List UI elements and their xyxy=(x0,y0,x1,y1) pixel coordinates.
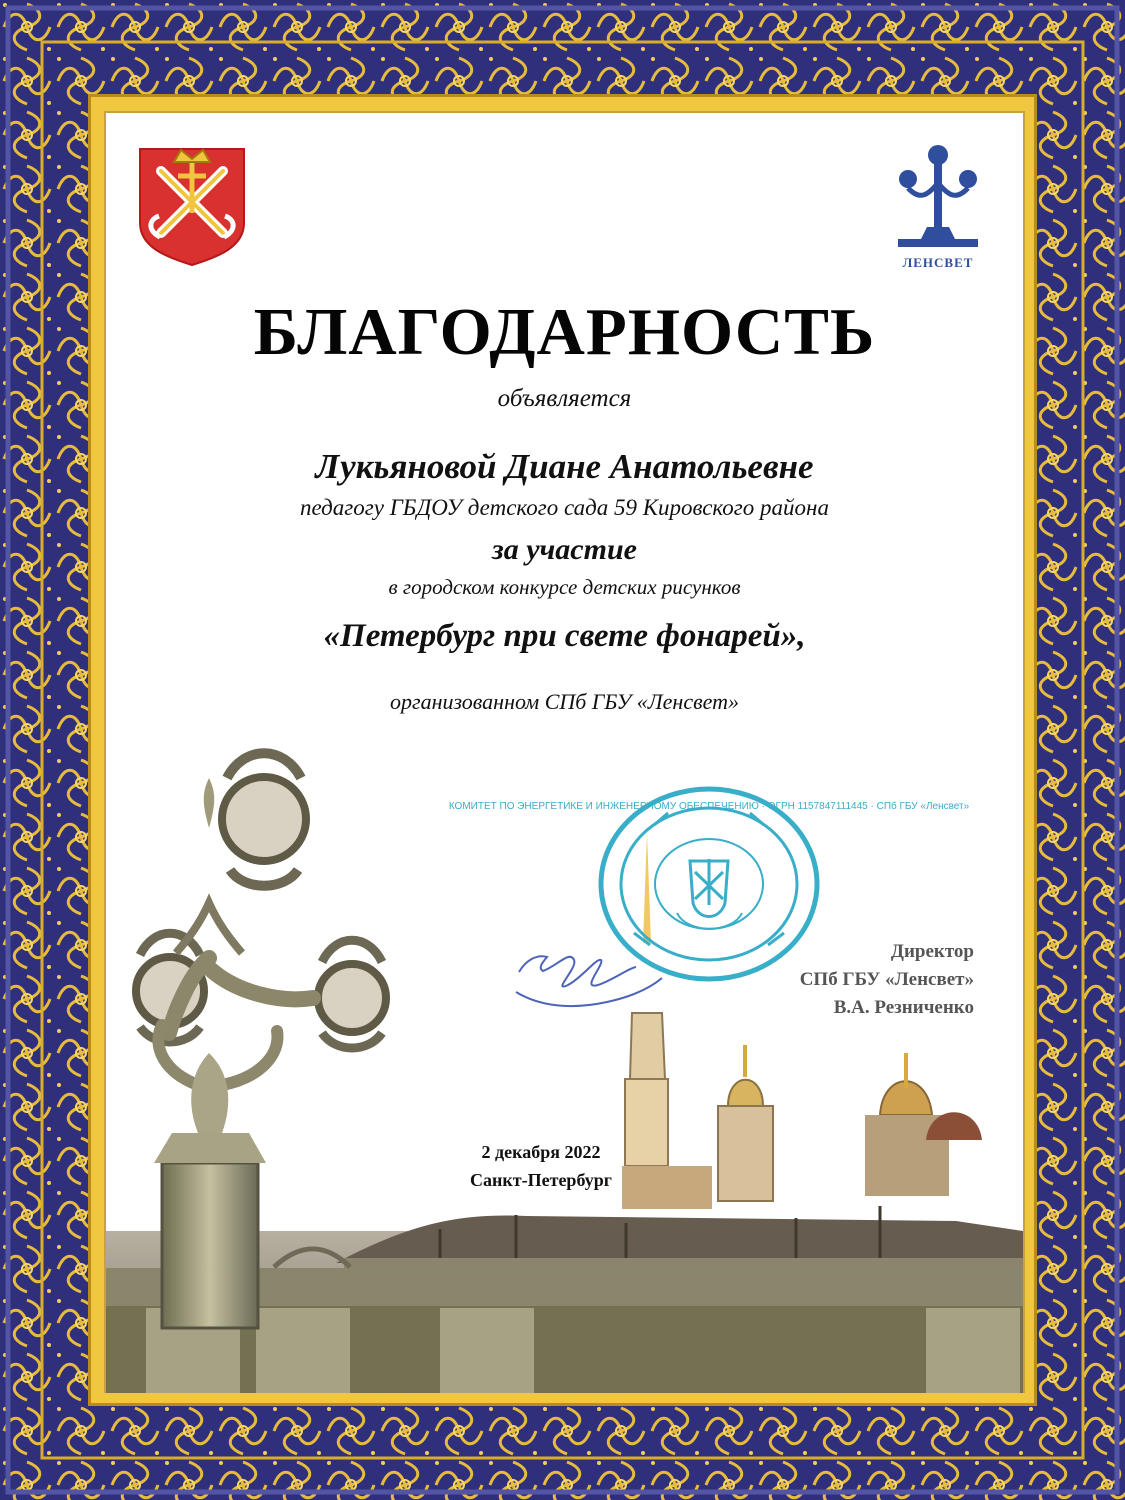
logo-text: ЛЕНСВЕТ xyxy=(902,255,974,270)
signature-icon xyxy=(512,940,666,1014)
contest-name: «Петербург при свете фонарей», xyxy=(323,618,806,654)
certificate-content xyxy=(104,111,1025,1393)
contest-description: в городском конкурсе детских рисунков xyxy=(388,575,741,599)
seal-text-top: КОМИТЕТ ПО ЭНЕРГЕТИКЕ И ИНЖЕНЕРНОМУ ОБЕСПЕЧЕНИЮ · ОГРН 1157847111445 · СПб ГБУ «Ленсвет» xyxy=(448,801,970,812)
organizer-line: организованном СПб ГБУ «Ленсвет» xyxy=(389,689,739,714)
signatory-block xyxy=(734,938,974,1022)
city-scene-illustration xyxy=(106,743,1023,1393)
certificate-place: Санкт-Петербург xyxy=(470,1170,612,1190)
signatory-role: Директор xyxy=(890,941,974,962)
signatory-organization: СПб ГБУ «Ленсвет» xyxy=(799,969,974,990)
street-lamp-icon xyxy=(892,141,984,249)
certificate-title: БЛАГОДАРНОСТЬ xyxy=(253,295,876,369)
recipient-name: Лукьяновой Диане Анатольевне xyxy=(315,447,814,486)
recipient-position: педагогу ГБДОУ детского сада 59 Кировского района xyxy=(300,495,829,520)
announcement-line: объявляется xyxy=(497,385,632,412)
signatory-name: В.А. Резниченко xyxy=(833,997,974,1018)
lensvet-logo xyxy=(892,141,984,271)
certificate-date: 2 декабря 2022 xyxy=(481,1142,601,1162)
date-place-block xyxy=(426,1138,656,1194)
award-reason: за участие xyxy=(492,533,637,566)
coat-of-arms-icon xyxy=(136,141,248,267)
